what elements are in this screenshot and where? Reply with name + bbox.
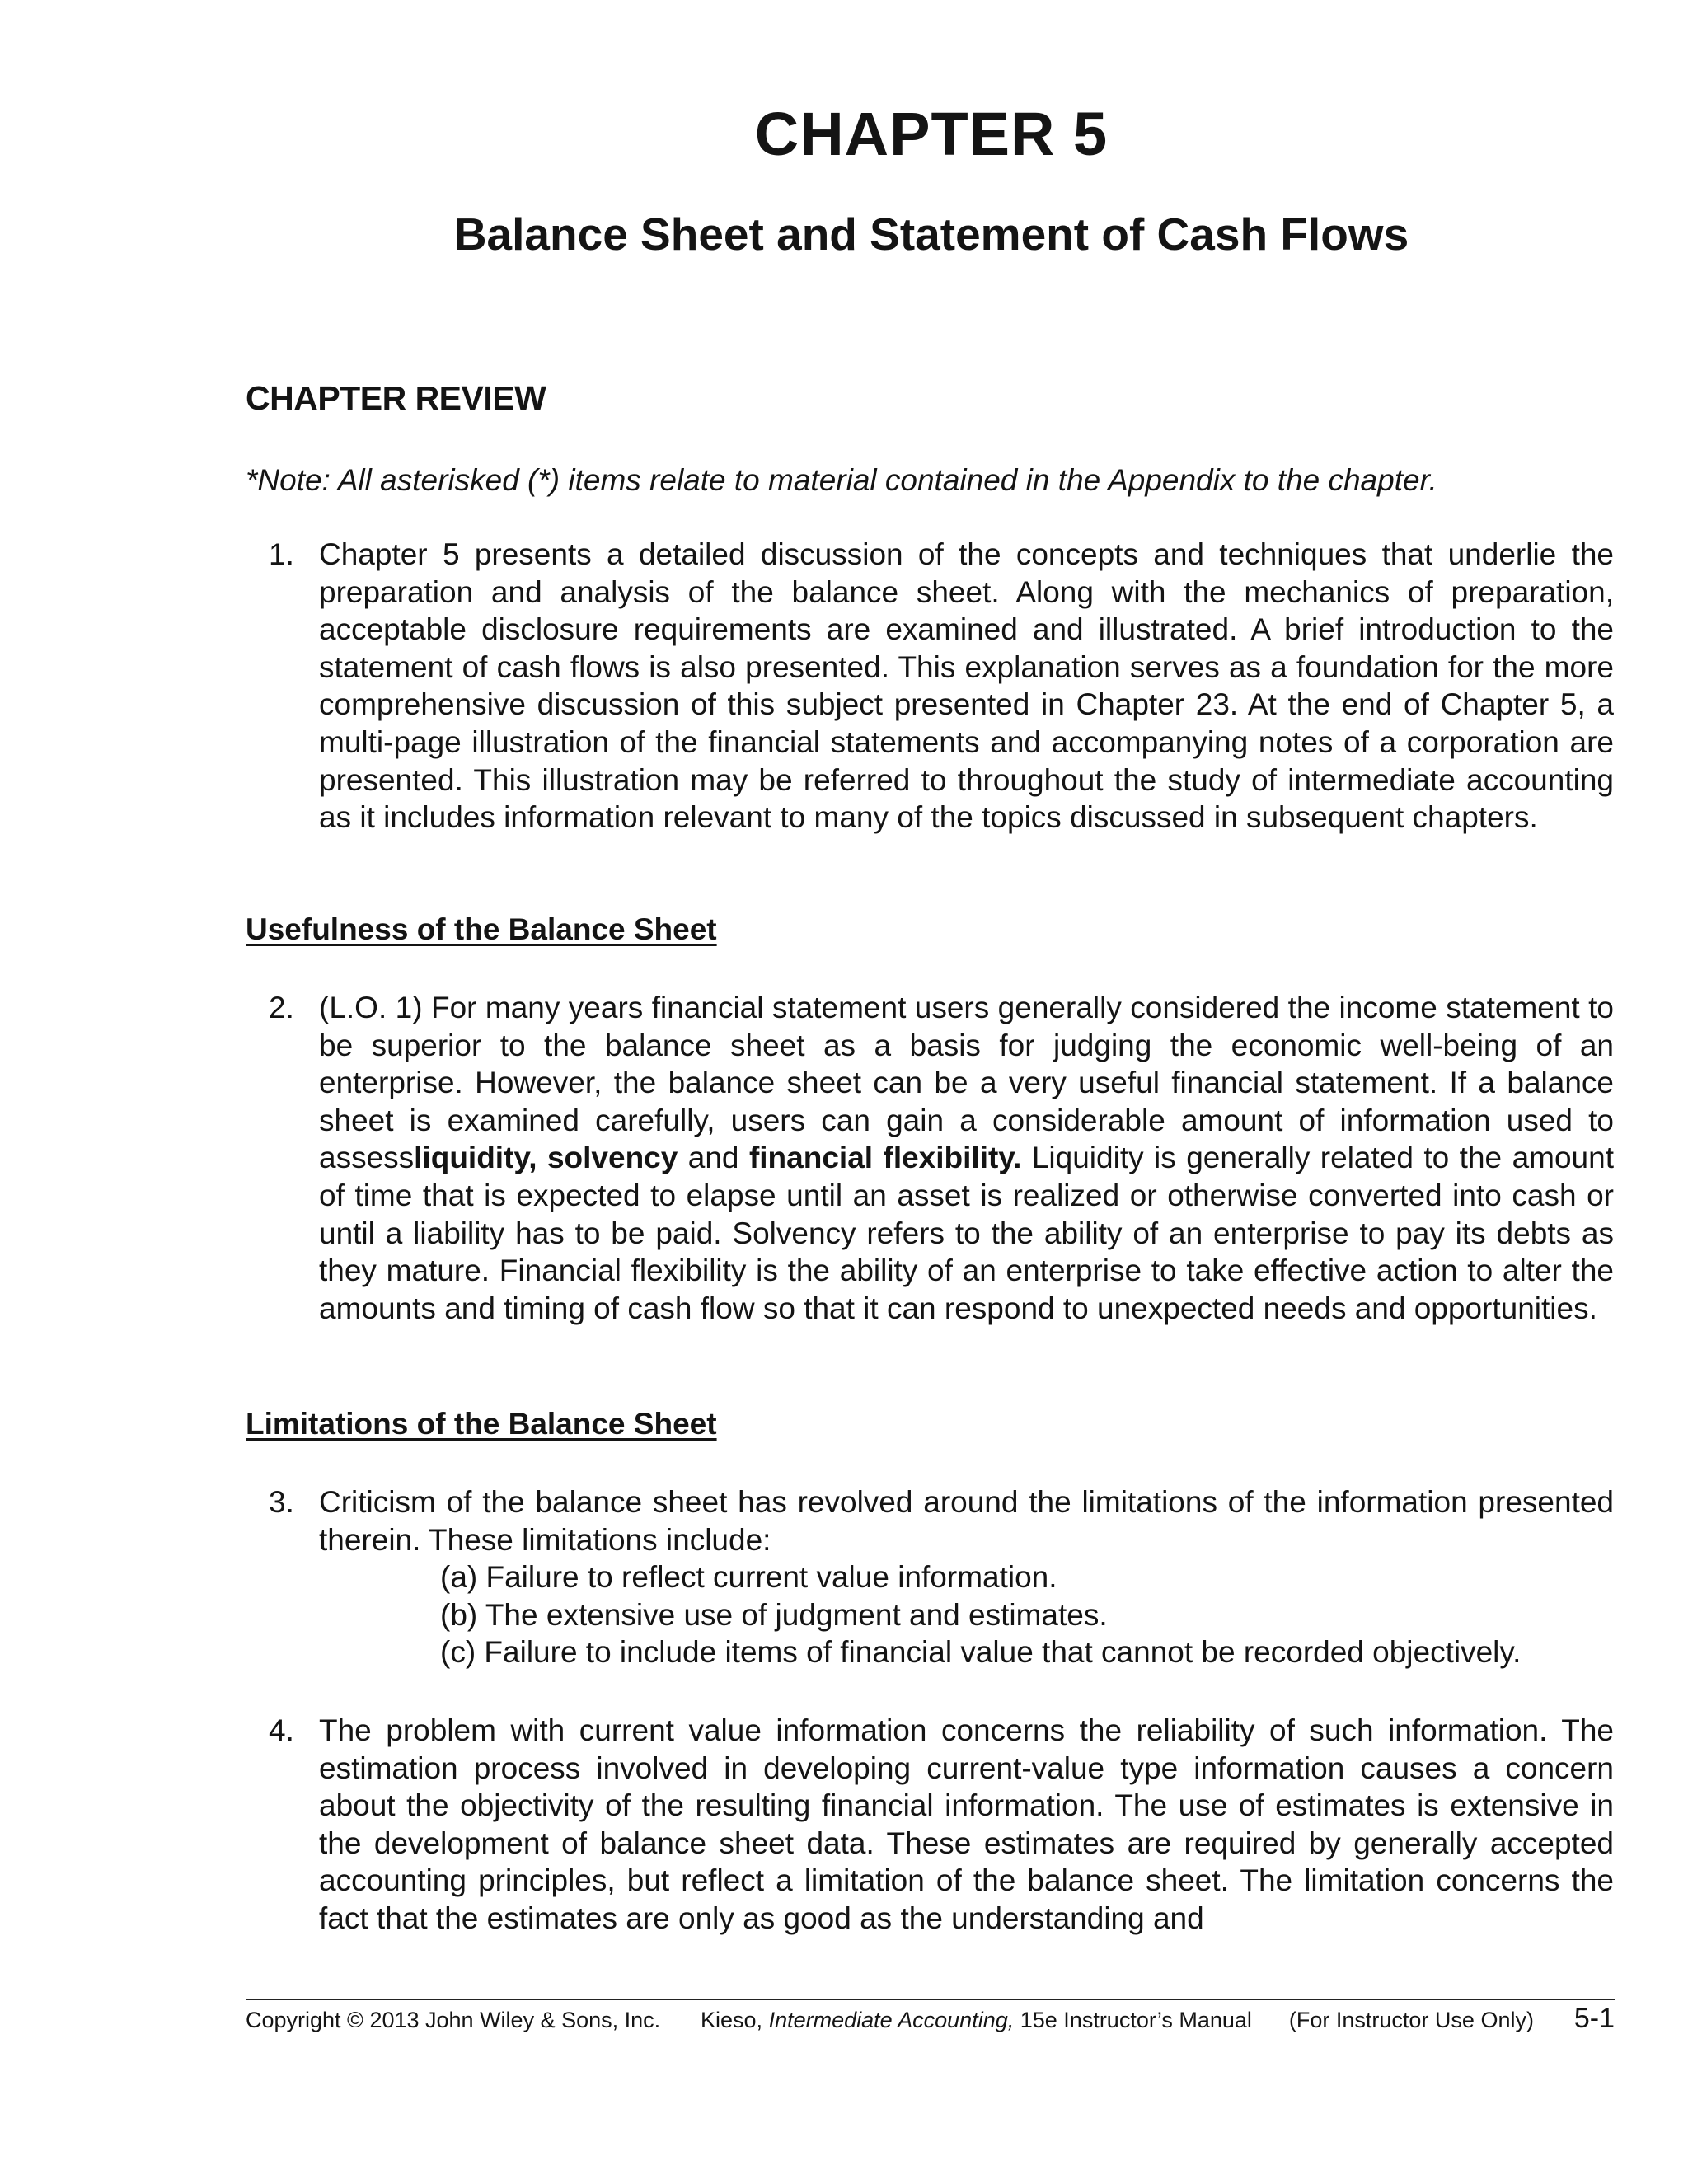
item-text: Chapter 5 presents a detailed discussion of the concepts and techniques that underlie the preparation and analysis of the balance sheet. Along with the mechanics of preparation, acceptable disclosure requirements are examined and illustrated. A brief introduction to the statement of cash flows is also presented. This explanation serves as a foundation for the more comprehensive discussion of this subject presented in Chapter 23. At the end of Chapter 5, a multi-page illustration of the financial statements and accompanying notes of a corporation are presented. This illustration may be referred to throughout the study of intermediate accounting as it includes information relevant to many of the topics discussed in subsequent chapters. xyxy=(319,537,1614,835)
footer-divider xyxy=(246,1999,1615,2000)
subheading-limitations: Limitations of the Balance Sheet xyxy=(246,1407,717,1441)
item-number: 2. xyxy=(269,991,294,1024)
subheading-usefulness: Usefulness of the Balance Sheet xyxy=(246,912,717,946)
page-number: 5-1 xyxy=(1573,2003,1615,2034)
footer-use-note: (For Instructor Use Only) xyxy=(1288,2008,1534,2032)
item-text-part: Liquidity is generally related to the amount of time that is expected to elapse until an asset is realized or otherwise converted into cash or until a liability has to be paid. Solvency refers to the ability of an enterprise to pay its debts as they mature. Financial flexibility is the ability of an enterprise to take effective action to alter the amounts and timing of cash flow so that it can respond to unexpected needs and opportunities. xyxy=(319,1141,1614,1325)
footer-copyright: Copyright © 2013 John Wiley & Sons, Inc. xyxy=(246,2008,661,2032)
page-footer xyxy=(246,2003,1615,2035)
list-item: (c) Failure to include items of financial value that cannot be recorded objectively. xyxy=(440,1635,1522,1670)
footer-book-title: Intermediate Accounting, xyxy=(768,2008,1015,2032)
chapter-number: CHAPTER 5 xyxy=(754,100,1109,168)
section-heading: CHAPTER REVIEW xyxy=(246,379,546,417)
bold-term: liquidity, solvency xyxy=(414,1141,678,1175)
item-text-part: Criticism of the balance sheet has revolved around the limitations of the information presented therein. These limitations include: xyxy=(319,1485,1614,1557)
list-item: (b) The extensive use of judgment and estimates. xyxy=(440,1597,1108,1632)
chapter-title: Balance Sheet and Statement of Cash Flows xyxy=(453,209,1409,260)
footer-edition: 15e Instructor’s Manual xyxy=(1014,2008,1252,2032)
review-item-3 xyxy=(246,1483,1614,1671)
item-text-part: (L.O. 1) For many years financial statement users generally considered the income statement to be superior to the balance sheet as a basis for judging the economic well-being of an enterprise. However, the balance sheet can be a very useful financial statement. If a balance sheet is examined carefully, users can gain a considerable amount of information used to assess xyxy=(319,991,1614,1175)
bold-term: financial flexibility. xyxy=(748,1141,1022,1175)
item-text xyxy=(319,1483,1614,1671)
list-item: (a) Failure to reflect current value information. xyxy=(440,1560,1057,1595)
footer-book xyxy=(701,2008,1252,2033)
item-number: 4. xyxy=(269,1713,294,1747)
review-item-4 xyxy=(246,1712,1614,1938)
item-text: The problem with current value information concerns the reliability of such information. The estimation process involved in developing current-value type information causes a concern about the objectivity of the resulting financial information. The use of estimates is extensive in the development of balance sheet data. These estimates are required by generally accepted accounting principles, but reflect a limitation of the balance sheet. The limitation concerns the fact that the estimates are only as good as the understanding and xyxy=(319,1713,1614,1935)
limitations-list xyxy=(319,1558,1614,1671)
item-text xyxy=(319,989,1614,1327)
item-number: 3. xyxy=(269,1485,294,1519)
review-item-2 xyxy=(246,989,1614,1327)
review-item-1 xyxy=(246,536,1614,837)
footer-author: Kieso, xyxy=(701,2008,769,2032)
item-text-part: and xyxy=(678,1141,749,1175)
item-number: 1. xyxy=(269,537,294,571)
footer-book-info xyxy=(701,2008,1534,2033)
appendix-note: *Note: All asterisked (*) items relate to material contained in the Appendix to the chapter. xyxy=(246,463,1437,497)
